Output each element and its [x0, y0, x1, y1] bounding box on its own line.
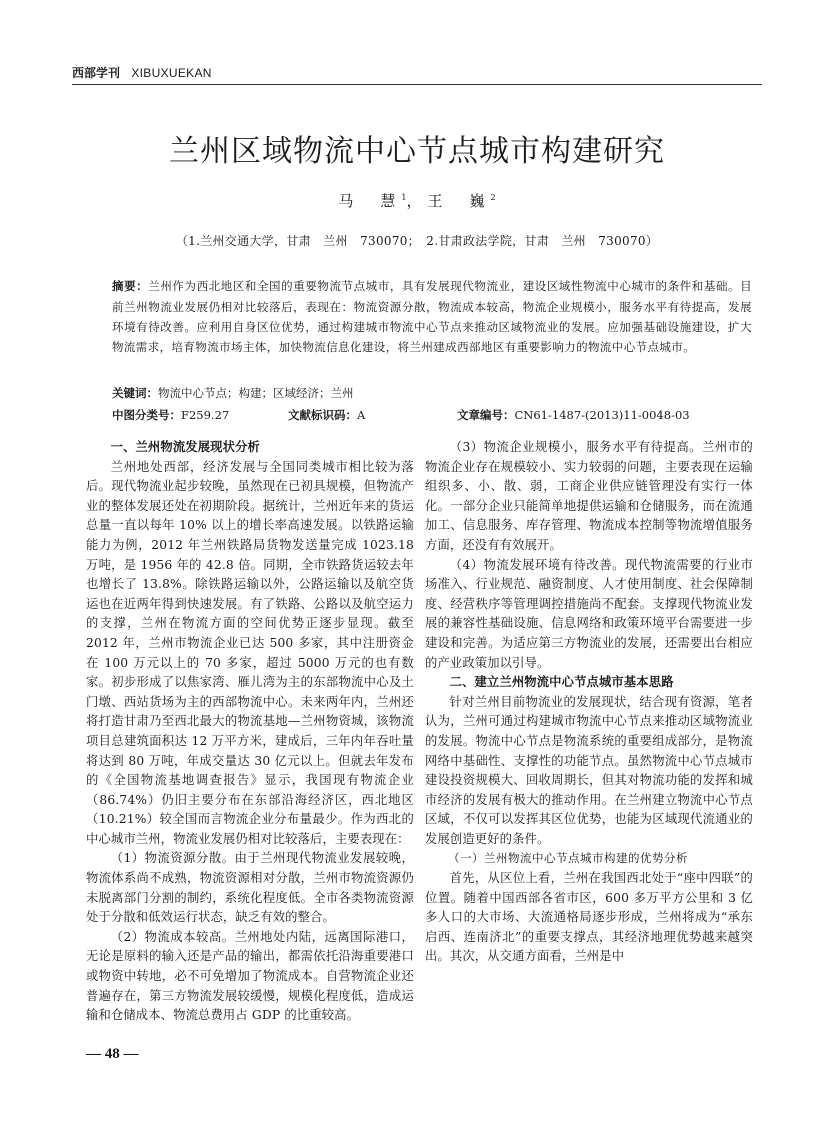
document-code	[288, 405, 365, 426]
article-title: 兰州区域物流中心节点城市构建研究	[169, 134, 665, 169]
running-header	[72, 64, 762, 81]
body-paragraph: （4）物流发展环境有待改善。现代物流需要的行业市场准入、行业规范、融资制度、人才使用制度、社会保障制度、经营秩序等管理调控措施尚不配套。支撑现代物流业发展的兼容性基础设施、信息网络和政策环境平台需要进一步建设和完善。为适应第三方物流业的发展，还需要出台相应的产业政策加以引导。	[425, 557, 753, 670]
author-1-affil-mark: 1	[401, 193, 407, 202]
section-heading-1: 一、兰州物流发展现状分析	[110, 440, 260, 454]
clc-number	[112, 405, 229, 426]
keywords-label: 关键词：	[112, 388, 158, 400]
body-column-left	[86, 438, 414, 1026]
article-number	[457, 405, 690, 426]
clc-value: F259.27	[181, 408, 230, 422]
abstract-text: 兰州作为西北地区和全国的重要物流节点城市，具有发展现代物流业，建设区域性物流中心城市的条件和基础。目前兰州物流业发展仍相对比较落后，表现在：物流资源分散，物流成本较高，物流企业规模小，服务水平有待提高，发展环境有待改善。应利用自身区位优势，通过构建城市物流中心节点来推动区域物流业的发展。应加强基础设施建设，扩大物流需求，培育物流市场主体，加快物流信息化建设，将兰州建成西部地区有重要影响力的物流中心节点城市。	[112, 279, 753, 354]
author-2-affil-mark: 2	[490, 193, 496, 202]
author-separator: ，	[406, 192, 428, 210]
body-paragraph: （3）物流企业规模小，服务水平有待提高。兰州市的物流企业存在规模较小、实力较弱的问题，主要表现在运输组织多、小、散、弱，工商企业供应链管理没有实行一体化。一部分企业只能简单地提供运输和仓储服务，而在流通加工、信息服务、库存管理、物流成本控制等物流增值服务方面，还没有有效展开。	[425, 440, 753, 552]
doc-code-value: A	[357, 408, 366, 422]
author-1: 马 慧	[338, 192, 402, 210]
keywords-text: 物流中心节点；构建；区域经济；兰州	[158, 386, 354, 400]
body-paragraph: 首先，从区位上看，兰州在我国西北处于“座中四联”的位置。随着中国西部各省市区，600 多万平方公里和 3 亿多人口的大市场、大流通格局逐步形成，兰州将成为“承东启西、连南济北”的重要支撑点，其经济地理优势越来越突出。其次，从交通方面看，兰州是中	[425, 871, 753, 964]
body-paragraph: （2）物流成本较高。兰州地处内陆，远离国际港口，无论是原料的输入还是产品的输出，都需依托沿海重要港口或物资中转地，必不可免增加了物流成本。自营物流企业还普遍存在，第三方物流发展较缓慢，规模化程度低，造成运输和仓储成本、物流总费用占 GDP 的比重较高。	[86, 929, 414, 1023]
article-number-value: CN61-1487-(2013)11-0048-03	[514, 408, 690, 422]
affiliation: （1.兰州交通大学，甘肃 兰州 730070； 2.甘肃政法学院，甘肃 兰州 730070）	[175, 234, 659, 248]
body-paragraph: 兰州地处西部，经济发展与全国同类城市相比较为落后。现代物流业起步较晚，虽然现在已初具规模，但物流产业的整体发展还处在初期阶段。据统计，兰州近年来的货运总量一直以每年 10% 以上的增长率高速发展。以铁路运输能力为例，2012 年兰州铁路局货物发送量完成 1023.18 万吨，是 1956 年的 42.8 倍。同期，全市铁路货运较去年也增长了 13.8%。除铁路运输以外，公路运输以及航空货运也在近两年得到快速发展。有了铁路、公路以及航空运力的支撑，兰州在物流方面的空间优势正逐步显现。截至 2012 年，兰州市物流企业已达 500 多家，其中注册资金在 100 万元以上的 70 多家，超过 5000 万元的也有数家。初步形成了以焦家湾、雁儿湾为主的东部物流中心及土门墩、西站货场为主的西部物流中心。未来两年内，兰州还将打造甘肃乃至西北最大的物流基地—兰州物资城，该物流项目总建筑面积达 12 万平方米，建成后，三年内年吞吐量将达到 80 万吨，年成交量达 30 亿元以上。但就去年发布的《全国物流基地调查报告》显示，我国现有物流企业（86.74%）仍旧主要分布在东部沿海经济区，西北地区（10.21%）较全国而言物流企业分布量最少。作为西北的中心城市兰州，物流业发展仍相对比较落后，主要表现在：	[86, 459, 414, 846]
clc-label: 中图分类号：	[112, 410, 181, 422]
body-paragraph: （1）物流资源分散。由于兰州现代物流业发展较晚，物流体系尚不成熟，物流资源相对分散，兰州市物流资源仍未脱离部门分割的制约，系统化程度低。全市各类物流资源处于分散和低效运行状态，缺乏有效的整合。	[86, 851, 414, 925]
body-column-right	[425, 438, 753, 967]
author-line	[72, 190, 762, 211]
header-rule	[72, 84, 762, 85]
author-2: 王 巍	[427, 192, 491, 210]
journal-name: 西部学刊	[72, 66, 121, 80]
body-paragraph: 针对兰州目前物流业的发展现状，结合现有资源，笔者认为，兰州可通过构建城市物流中心节点来推动区域物流业的发展。物流中心节点是物流系统的重要组成部分，是物流网络中基础性、支撑性的功能节点。虽然物流中心节点城市建设投资规模大、回收周期长，但其对物流功能的发挥和城市经济的发展有极大的推动作用。在兰州建立物流中心节点区域，不仅可以发挥其区位优势，也能为区域现代流通业的发展创造更好的条件。	[425, 694, 753, 846]
abstract	[112, 276, 752, 357]
article-number-label: 文章编号：	[457, 410, 515, 422]
keywords	[112, 383, 752, 404]
subsection-heading: （一）兰州物流中心节点城市构建的优势分析	[448, 851, 688, 866]
journal-name-en: XIBUXUEKAN	[131, 66, 212, 80]
abstract-label: 摘要：	[112, 281, 149, 293]
doc-code-label: 文献标识码：	[288, 410, 357, 422]
page-number: — 48 —	[86, 1046, 139, 1062]
section-heading-2: 二、建立兰州物流中心节点城市基本思路	[449, 675, 674, 690]
